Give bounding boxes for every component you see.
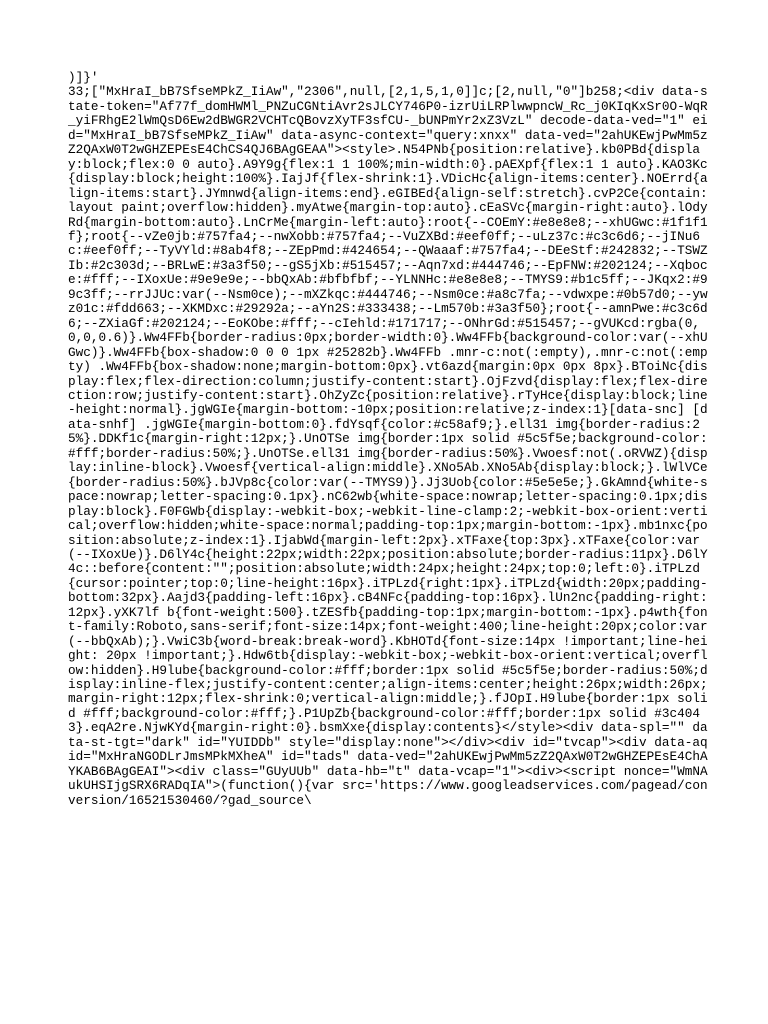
raw-response-text[interactable]: )]}' 33;["MxHraI_bB7SfseMPkZ_IiAw","2306",null,[2,1,5,1,0]]c;[2,null,"0"]b258;<div data-state-token="Af77f_domHWMl_PNZuCGNtiAvr2sJLCY746P0-izrUiLRPlwwpncW_Rc_j0KIqKxSr0O-WqR_yiFRhgE2lWmQsD6Ew2dBWGR2VCHTcQBovzXyTF3sfCU-_bUNPmYr2xZ3VzL" decode-data-ved="1" eid="MxHraI_bB7SfseMPkZ_IiAw" data-async-context="query:xnxx" data-ved="2ahUKEwjPwMm5zZ2QAxW0T2wGHZEPEsE4ChCS4QJ6BAgGEAA"><style>.N54PNb{position:relative}.kb0PBd{display:block;flex:0 0 auto}.A9Y9g{flex:1 1 100%;min-width:0}.pAEXpf{flex:1 1 auto}.KAO3Kc{display:block;height:100%}.IajJf{flex-shrink:1}.VDicHc{align-items:center}.NOErrd{align-items:start}.JYmnwd{align-items:end}.eGIBEd{align-self:stretch}.cvP2Ce{contain:layout paint;overflow:hidden}.myAtwe{margin-top:auto}.cEaSVc{margin-right:auto}.lOdyRd{margin-bottom:auto}.LnCrMe{margin-left:auto}:root{--COEmY:#e8e8e8;--xhUGwc:#1f1f1f};root{--vZe0jb:#757fa4;--nwXobb:#757fa4;--VuZXBd:#eef0ff;--uLz37c:#c3c6d6;--jINu6c:#eef0ff;--TyVYld:#8ab4f8;--ZEpPmd:#424654;--QWaaaf:#757fa4;--DEeStf:#242832;--TSWZIb:#2c303d;--BRLwE:#3a3f50;--gS5jXb:#515457;--Aqn7xd:#444746;--EpFNW:#202124;--Xqboce:#fff;--IXoxUe:#9e9e9e;--bbQxAb:#bfbfbf;--YLNNHc:#e8e8e8;--TMYS9:#b1c5ff;--JKqx2:#99c3ff;--rrJJUc:var(--Nsm0ce);--mXZkqc:#444746;--Nsm0ce:#a8c7fa;--vdwxpe:#0b57d0;--ywz01c:#fdd663;--XKMDxc:#29292a;--aYn2S:#333438;--Lm570b:#3a3f50};root{--amnPwe:#c3c6d6;--ZXiaGf:#202124;--EoKObe:#fff;--cIehld:#171717;--ONhrGd:#515457;--gVUKcd:rgba(0,0,0,0.6)}.Ww4FFb{border-radius:0px;border-width:0}.Ww4FFb{background-color:var(--xhUGwc)}.Ww4FFb{box-shadow:0 0 0 1px #25282b}.Ww4FFb .mnr-c:not(:empty),.mnr-c:not(:empty) .Ww4FFb{box-shadow:none;margin-bottom:0px}.vt6azd{margin:0px 0px 8px}.BToiNc{display:flex;flex-direction:column;justify-content:start}.OjFzvd{display:flex;flex-direction:row;justify-content:start}.OhZyZc{position:relative}.rTyHce{display:block;line-height:normal}.jgWGIe{margin-bottom:-10px;position:relative;z-index:1}[data-snc] [data-snhf] .jgWGIe{margin-bottom:0}.fdYsqf{color:#c58af9;}.ell31 img{border-radius:25%}.DDKf1c{margin-right:12px;}.UnOTSe img{border:1px solid #5c5f5e;background-color:#fff;border-radius:50%;}.UnOTSe.ell31 img{border-radius:50%}.Vwoesf:not(.oRVWZ){display:inline-block}.Vwoesf{vertical-align:middle}.XNo5Ab.XNo5Ab{display:block;}.lWlVCe{border-radius:50%}.bJVp8c{color:var(--TMYS9)}.Jj3Uob{color:#5e5e5e;}.GkAmnd{white-space:nowrap;letter-spacing:0.1px}.nC62wb{white-space:nowrap;letter-spacing:0.1px;display:block}.F0FGWb{display:-webkit-box;-webkit-line-clamp:2;-webkit-box-orient:vertical;overflow:hidden;white-space:normal;padding-top:1px;margin-bottom:-1px}.mb1nxc{position:absolute;z-index:1}.IjabWd{margin-left:2px}.xTFaxe{top:3px}.xTFaxe{color:var(--IXoxUe)}.D6lY4c{height:22px;width:22px;position:absolute;border-radius:11px}.D6lY4c::before{content:"";position:absolute;width:24px;height:24px;top:0;left:0}.iTPLzd{cursor:pointer;top:0;line-height:16px}.iTPLzd{right:1px}.iTPLzd{width:20px;padding-bottom:32px}.Aajd3{padding-left:16px}.cB4NFc{padding-top:16px}.lUn2nc{padding-right:12px}.yXK7lf b{font-weight:500}.tZESfb{padding-top:1px;margin-bottom:-1px}.p4wth{font-family:Roboto,sans-serif;font-size:14px;font-weight:400;line-height:20px;color:var(--bbQxAb);}.VwiC3b{word-break:break-word}.KbHOTd{font-size:14px !important;line-height: 20px !important;}.Hdw6tb{display:-webkit-box;-webkit-box-orient:vertical;overflow:hidden}.H9lube{background-color:#fff;border:1px solid #5c5f5e;border-radius:50%;display:inline-flex;justify-content:center;align-items:center;height:26px;width:26px;margin-right:12px;flex-shrink:0;vertical-align:middle;}.fJOpI.H9lube{border:1px solid #fff;background-color:#fff;}.P1UpZb{background-color:#fff;border:1px solid #3c4043}.eqA2re.NjwKYd{margin-right:0}.bsmXxe{display:contents}</style><div data-spl="" data-st-tgt="dark" id="YUIDDb" style="display:none"></div><div id="tvcap"><div data-aqid="MxHraNGODLrJmsMPkMXheA" id="tads" data-ved="2ahUKEwjPwMm5zZ2QAxW0T2wGHZEPEsE4ChAYKAB6BAgGEAI"><div class="GUyUUb" data-hb="t" data-vcap="1"><div><script nonce="WmNAukUHSIjgSRX6RADqIA">(function(){var src='https://www.googleadservices.com/pagead/conversion/16521530460/?gad_source\ [68, 70, 708, 808]
